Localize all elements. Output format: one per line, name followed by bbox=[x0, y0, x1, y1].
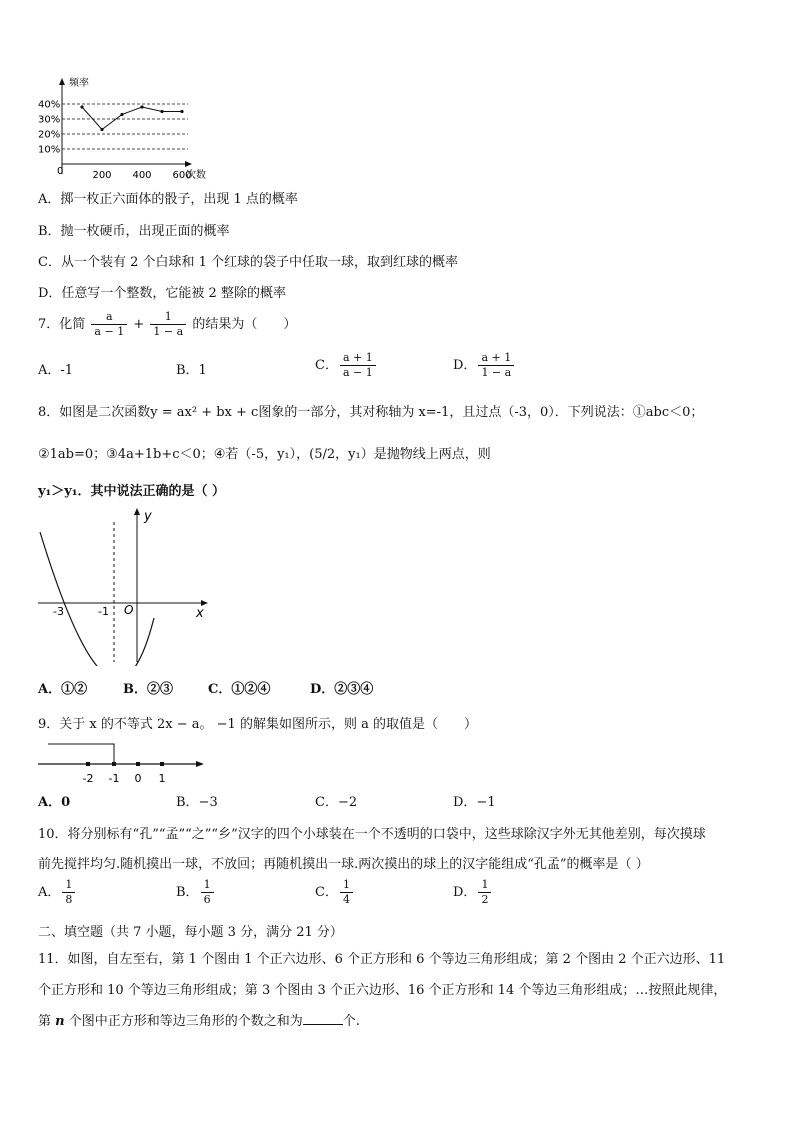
q10-a-fraction bbox=[62, 878, 75, 907]
q7-prefix: 7．化简 bbox=[38, 317, 86, 332]
frequency-chart-point bbox=[80, 105, 83, 108]
q7-plus: + bbox=[133, 317, 145, 332]
frequency-chart-xlabel: 次数 bbox=[186, 170, 206, 180]
number-line-tick bbox=[86, 762, 90, 766]
q8-line-1: 8．如图是二次函数y = ax² + bx + c图象的一部分，其对称轴为 x=-1，且过点（-3，0）．下列说法：①abc＜0； bbox=[38, 405, 704, 420]
frequency-chart-point bbox=[160, 110, 163, 113]
q7-suffix: 的结果为（ ） bbox=[192, 317, 297, 332]
frequency-chart-y-tick-label: 30% bbox=[38, 114, 61, 126]
q9-option-d: D．−1 bbox=[453, 795, 496, 810]
q11-line-3-middle: 个图中正方形和等边三角形的个数之和为 bbox=[64, 1014, 303, 1029]
frequency-chart-y-arrow bbox=[59, 78, 65, 85]
q11-line-3-start: 第 bbox=[38, 1014, 56, 1029]
frequency-chart-point bbox=[100, 128, 103, 131]
q10-a-den: 8 bbox=[65, 893, 73, 906]
number-line-tick bbox=[160, 762, 164, 766]
q6-option-a: A．掷一枚正六面体的骰子，出现 1 点的概率 bbox=[38, 192, 298, 207]
q7-d-num: a + 1 bbox=[478, 351, 514, 366]
q7-fraction-1 bbox=[91, 310, 127, 339]
frequency-chart-point bbox=[140, 105, 143, 108]
frequency-chart-series-line bbox=[82, 107, 182, 130]
q7-f1-num: a bbox=[91, 310, 127, 325]
q11-answer-blank[interactable] bbox=[303, 1012, 343, 1025]
q8-option-a: A．①② bbox=[38, 682, 88, 697]
q9-option-a: A．0 bbox=[38, 795, 71, 810]
q7-fraction-2 bbox=[150, 310, 186, 339]
q10-d-num: 1 bbox=[478, 878, 491, 893]
frequency-chart-point bbox=[180, 110, 183, 113]
q11-line-1: 11．如图，自左至右，第 1 个图由 1 个正六边形、6 个正方形和 6 个等边三角形组成；第 2 个图由 2 个正六边形、11 bbox=[38, 952, 726, 967]
q11-line-3-end: 个. bbox=[342, 1014, 360, 1029]
q10-b-num: 1 bbox=[201, 878, 214, 893]
section-2-heading: 二、填空题（共 7 小题，每小题 3 分，满分 21 分） bbox=[38, 925, 343, 940]
solution-set-bracket bbox=[48, 744, 114, 764]
q10-a-num: 1 bbox=[62, 878, 75, 893]
number-line-arrow bbox=[196, 761, 204, 767]
q10-c-den: 4 bbox=[342, 893, 350, 906]
q8-line-2: ②1ab=0；③4a+1b+c＜0；④若（-5，y₁），(5/2，y₁）是抛物线上两点，则 bbox=[38, 447, 491, 462]
q10-c-label: C． bbox=[315, 885, 338, 900]
frequency-chart-x-arrow bbox=[185, 161, 192, 167]
q7-option-a: A．-1 bbox=[38, 363, 74, 378]
q7-c-label: C． bbox=[315, 358, 338, 373]
parabola-tick-minus-1: -1 bbox=[98, 605, 109, 618]
frequency-chart-x-tick-label: 600 bbox=[172, 170, 192, 180]
frequency-chart-y-tick-label: 20% bbox=[38, 129, 61, 141]
q10-option-a bbox=[38, 878, 77, 907]
q7-c-num: a + 1 bbox=[340, 351, 376, 366]
frequency-chart-x-tick-label: 400 bbox=[132, 170, 152, 180]
q7-d-fraction bbox=[478, 351, 514, 380]
q9-stem: 9．关于 x 的不等式 2x − a。 −1 的解集如图所示，则 a 的取值是（ ） bbox=[38, 717, 477, 732]
q8-option-d: D．②③④ bbox=[310, 682, 374, 697]
parabola-x-label: x bbox=[196, 606, 204, 621]
q10-option-c bbox=[315, 878, 355, 907]
parabola-graph bbox=[36, 504, 216, 666]
frequency-chart bbox=[38, 74, 238, 180]
q7-f1-den: a − 1 bbox=[94, 325, 125, 338]
q10-b-den: 6 bbox=[203, 893, 211, 906]
q10-line-1: 10．将分别标有“孔”“孟”“之”“乡”汉字的四个小球装在一个不透明的口袋中，这些球除汉字外无其他差别，每次摸球 bbox=[38, 827, 706, 842]
frequency-chart-y-tick-label: 40% bbox=[38, 99, 61, 111]
number-line-tick-label: 1 bbox=[158, 772, 166, 785]
q8-option-c: C．①②④ bbox=[208, 682, 271, 697]
q10-option-d bbox=[453, 878, 493, 907]
q9-number-line bbox=[36, 738, 208, 786]
frequency-chart-origin: 0 bbox=[57, 166, 64, 177]
q6-option-d: D．任意写一个整数，它能被 2 整除的概率 bbox=[38, 286, 286, 301]
q8-line-3: y₁＞y₁．其中说法正确的是（ ） bbox=[38, 484, 226, 499]
q10-b-label: B． bbox=[176, 885, 199, 900]
q10-d-fraction bbox=[478, 878, 491, 907]
q10-option-b bbox=[176, 878, 216, 907]
q8-option-b: B．②③ bbox=[123, 682, 173, 697]
q7-stem bbox=[38, 310, 296, 339]
number-line-tick-label: -2 bbox=[82, 772, 94, 785]
frequency-chart-y-tick-label: 10% bbox=[38, 144, 61, 156]
q7-d-den: 1 − a bbox=[481, 366, 512, 379]
parabola-origin-label: O bbox=[124, 603, 134, 617]
q6-option-c: C．从一个装有 2 个白球和 1 个红球的袋子中任取一球，取到红球的概率 bbox=[38, 255, 459, 270]
q7-c-den: a − 1 bbox=[342, 366, 373, 379]
q7-d-label: D． bbox=[453, 358, 477, 373]
q10-line-2: 前先搅拌均匀.随机摸出一球，不放回；再随机摸出一球.两次摸出的球上的汉字能组成“孔孟”的概率是（ ） bbox=[38, 857, 649, 872]
q6-option-b: B．抛一枚硬币，出现正面的概率 bbox=[38, 224, 230, 239]
q11-line-2: 个正方形和 10 个等边三角形组成；第 3 个图由 3 个正六边形、16 个正方形和 14 个等边三角形组成；…按照此规律， bbox=[38, 983, 727, 998]
frequency-chart-x-tick-label: 200 bbox=[92, 170, 112, 180]
q7-f2-num: 1 bbox=[150, 310, 186, 325]
q10-b-fraction bbox=[201, 878, 214, 907]
q7-c-fraction bbox=[340, 351, 376, 380]
q9-option-c: C．−2 bbox=[315, 795, 358, 810]
q10-c-num: 1 bbox=[340, 878, 353, 893]
frequency-chart-point bbox=[120, 113, 123, 116]
q7-option-d bbox=[453, 351, 516, 380]
q10-d-den: 2 bbox=[481, 893, 489, 906]
q10-a-label: A． bbox=[38, 885, 61, 900]
number-line-tick-label: 0 bbox=[134, 772, 142, 785]
q7-option-c bbox=[315, 351, 378, 380]
number-line-tick-label: -1 bbox=[108, 772, 120, 785]
q10-d-label: D． bbox=[453, 885, 477, 900]
parabola-tick-minus-3: -3 bbox=[53, 605, 64, 618]
number-line-tick bbox=[136, 762, 140, 766]
parabola-y-label: y bbox=[144, 509, 152, 524]
q7-option-b: B．1 bbox=[176, 363, 207, 378]
q10-c-fraction bbox=[340, 878, 353, 907]
q9-option-b: B．−3 bbox=[176, 795, 218, 810]
frequency-chart-ylabel: 频率 bbox=[69, 78, 89, 89]
q11-n-variable: n bbox=[55, 1014, 65, 1029]
number-line-tick bbox=[112, 762, 116, 766]
q11-line-3 bbox=[38, 1010, 360, 1029]
parabola-y-arrow bbox=[134, 508, 140, 515]
q7-f2-den: 1 − a bbox=[153, 325, 184, 338]
